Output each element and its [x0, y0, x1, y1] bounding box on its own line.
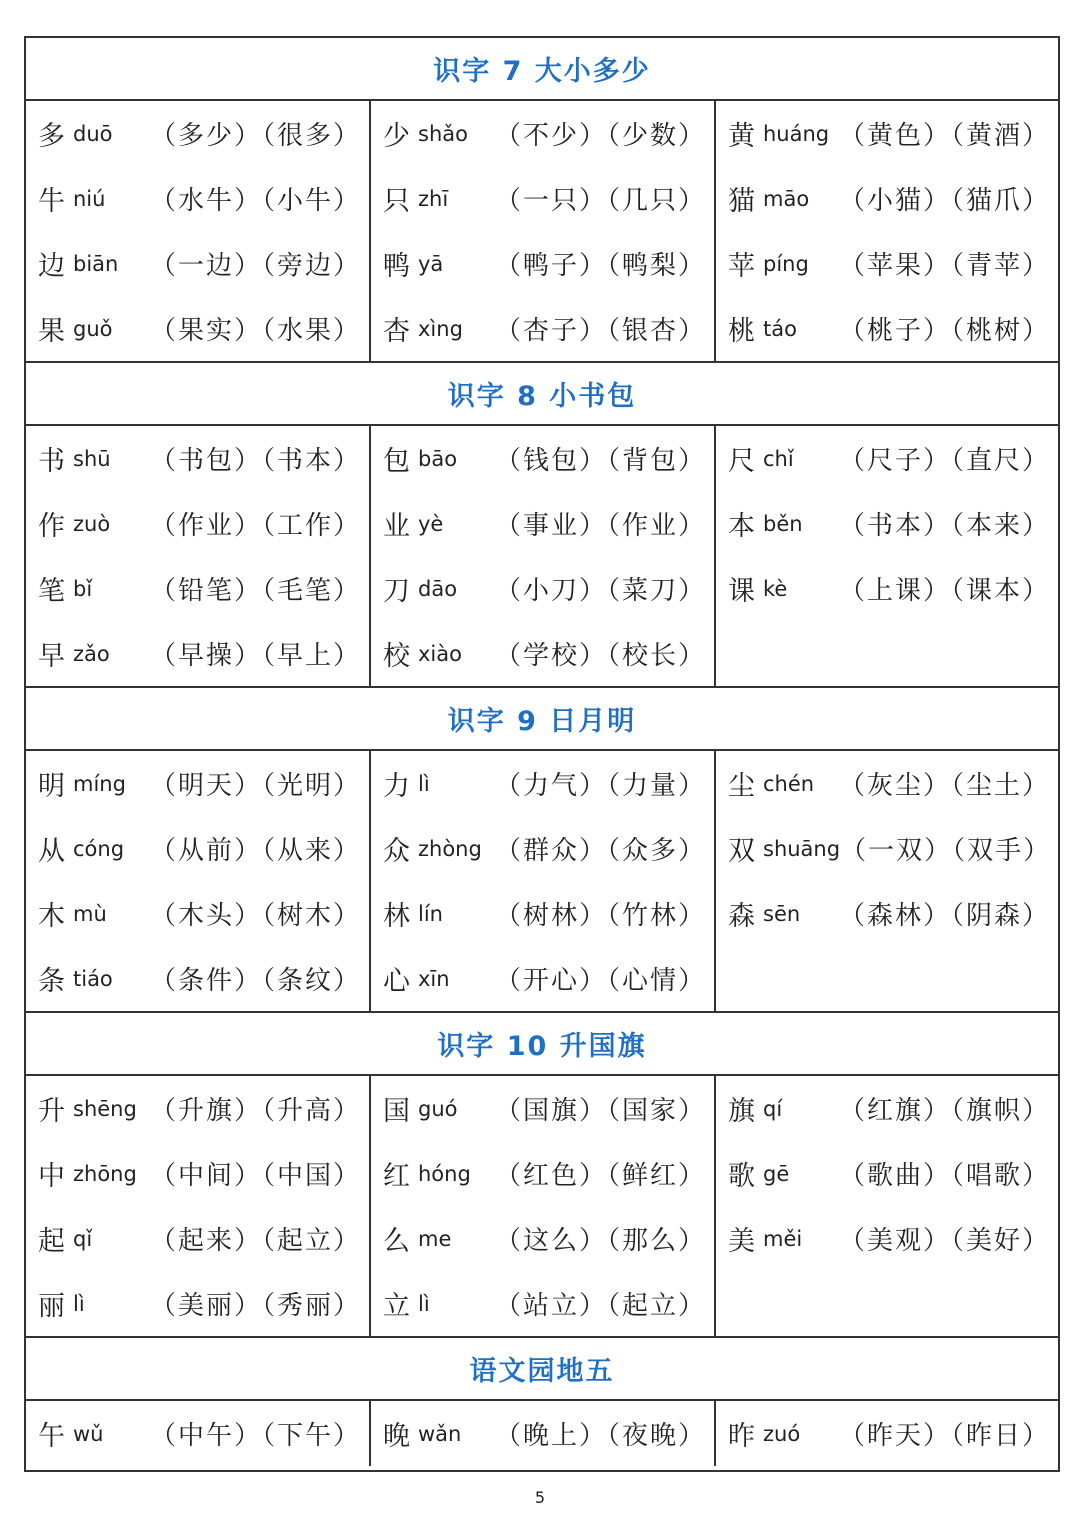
character: 笔 — [38, 576, 65, 607]
pinyin: lì — [418, 771, 430, 796]
pinyin: chén — [763, 771, 815, 796]
pinyin: zǎo — [73, 641, 110, 666]
vocab-entry — [26, 1401, 369, 1466]
character: 果 — [38, 316, 65, 347]
vocab-entry — [26, 491, 369, 556]
example-words: （条件）（条纹） — [149, 966, 361, 996]
vocab-entry — [371, 1141, 714, 1206]
pinyin: běn — [763, 511, 803, 536]
character: 歌 — [728, 1161, 755, 1192]
example-words: （力气）（力量） — [494, 771, 706, 801]
section-title-row — [26, 38, 1058, 101]
pinyin: guó — [418, 1096, 458, 1121]
section-column — [716, 101, 1058, 361]
pinyin: bǐ — [73, 576, 93, 601]
character: 昨 — [728, 1421, 755, 1452]
example-words: （美观）（美好） — [838, 1226, 1050, 1256]
character: 明 — [38, 771, 65, 802]
pinyin: dāo — [418, 576, 458, 601]
character: 国 — [383, 1096, 410, 1127]
character: 多 — [38, 121, 65, 152]
pinyin: me — [418, 1226, 452, 1251]
vocab-entry — [371, 881, 714, 946]
character: 本 — [728, 511, 755, 542]
pinyin: hóng — [418, 1161, 471, 1186]
pinyin: shēng — [73, 1096, 137, 1121]
pinyin: lì — [418, 1291, 430, 1316]
pinyin: shuāng — [763, 836, 841, 861]
pinyin: kè — [763, 576, 788, 601]
vocab-entry — [26, 1206, 369, 1271]
example-words: （铅笔）（毛笔） — [149, 576, 361, 606]
character: 立 — [383, 1291, 410, 1322]
vocab-entry — [371, 231, 714, 296]
example-words: （从前）（从来） — [149, 836, 361, 866]
vocab-entry — [371, 296, 714, 361]
character: 业 — [383, 511, 410, 542]
example-words: （晚上）（夜晚） — [494, 1421, 706, 1451]
character: 丽 — [38, 1291, 65, 1322]
vocab-entry — [716, 946, 1058, 1011]
vocab-entry — [371, 1401, 714, 1466]
example-words: （昨天）（昨日） — [838, 1421, 1050, 1451]
vocab-entry — [371, 946, 714, 1011]
example-words: （作业）（工作） — [149, 511, 361, 541]
example-words: （果实）（水果） — [149, 316, 361, 346]
vocab-entry — [716, 1076, 1058, 1141]
example-words: （开心）（心情） — [494, 966, 706, 996]
pinyin: xiào — [418, 641, 462, 666]
pinyin: qí — [763, 1096, 783, 1121]
example-words: （早操）（早上） — [149, 641, 361, 671]
example-words: （水牛）（小牛） — [149, 186, 361, 216]
example-words: （多少）（很多） — [149, 121, 361, 151]
section-title: 识字 10 升国旗 — [437, 1031, 647, 1062]
example-words: （黄色）（黄酒） — [838, 121, 1050, 151]
pinyin: yè — [418, 511, 444, 536]
vocab-entry — [716, 231, 1058, 296]
character: 鸭 — [383, 251, 410, 282]
example-words: （书包）（书本） — [149, 446, 361, 476]
character: 升 — [38, 1096, 65, 1127]
vocab-entry — [371, 426, 714, 491]
character: 么 — [383, 1226, 410, 1257]
example-words: （尺子）（直尺） — [838, 446, 1050, 476]
section-title-row — [26, 363, 1058, 426]
character: 心 — [383, 966, 410, 997]
example-words: （红色）（鲜红） — [494, 1161, 706, 1191]
example-words: （群众）（众多） — [494, 836, 706, 866]
section-title-row — [26, 1013, 1058, 1076]
example-words: （站立）（起立） — [494, 1291, 706, 1321]
vocab-entry — [716, 296, 1058, 361]
pinyin: duō — [73, 121, 113, 146]
section-column — [371, 1076, 716, 1336]
example-words: （一只）（几只） — [494, 186, 706, 216]
vocab-entry — [716, 1271, 1058, 1336]
vocab-entry — [716, 101, 1058, 166]
character: 木 — [38, 901, 65, 932]
pinyin: shǎo — [418, 121, 468, 146]
section-column — [716, 426, 1058, 686]
character: 作 — [38, 511, 65, 542]
vocab-entry — [26, 556, 369, 621]
pinyin: zhòng — [418, 836, 482, 861]
example-words: （小猫）（猫爪） — [838, 186, 1050, 216]
example-words: （一双）（双手） — [840, 836, 1052, 866]
section-title-row — [26, 1338, 1058, 1401]
pinyin: tiáo — [73, 966, 113, 991]
example-words: （钱包）（背包） — [494, 446, 706, 476]
example-words: （上课）（课本） — [838, 576, 1050, 606]
character: 午 — [38, 1421, 65, 1452]
character: 包 — [383, 446, 410, 477]
section-column — [26, 1076, 371, 1336]
section-column — [716, 751, 1058, 1011]
vocab-entry — [371, 1271, 714, 1336]
vocab-entry — [371, 166, 714, 231]
character: 起 — [38, 1226, 65, 1257]
section-column — [26, 101, 371, 361]
vocab-entry — [371, 751, 714, 816]
vocab-entry — [26, 1271, 369, 1336]
pinyin: māo — [763, 186, 810, 211]
vocab-entry — [716, 881, 1058, 946]
pinyin: biān — [73, 251, 119, 276]
character: 旗 — [728, 1096, 755, 1127]
character: 尘 — [728, 771, 755, 802]
vocab-entry — [371, 556, 714, 621]
character: 早 — [38, 641, 65, 672]
vocab-entry — [26, 296, 369, 361]
example-words: （明天）（光明） — [149, 771, 361, 801]
example-words: （美丽）（秀丽） — [149, 1291, 361, 1321]
character: 杏 — [383, 316, 410, 347]
example-words: （学校）（校长） — [494, 641, 706, 671]
example-words: （这么）（那么） — [494, 1226, 706, 1256]
section-column — [716, 1401, 1058, 1466]
pinyin: měi — [763, 1226, 803, 1251]
character: 苹 — [728, 251, 755, 282]
vocab-entry — [716, 751, 1058, 816]
vocab-entry — [716, 816, 1058, 881]
character: 边 — [38, 251, 65, 282]
pinyin: sēn — [763, 901, 801, 926]
vocab-entry — [716, 166, 1058, 231]
section-column — [26, 426, 371, 686]
page-number: 5 — [534, 1488, 546, 1507]
example-words: （中间）（中国） — [149, 1161, 361, 1191]
pinyin: huáng — [763, 121, 830, 146]
vocab-entry — [371, 1076, 714, 1141]
pinyin: xìng — [418, 316, 463, 341]
vocab-entry — [26, 946, 369, 1011]
pinyin: bāo — [418, 446, 458, 471]
vocab-entry — [371, 621, 714, 686]
example-words: （国旗）（国家） — [494, 1096, 706, 1126]
pinyin: zhōng — [73, 1161, 137, 1186]
example-words: （红旗）（旗帜） — [838, 1096, 1050, 1126]
section-column — [371, 101, 716, 361]
character: 黄 — [728, 121, 755, 152]
pinyin: lì — [73, 1291, 85, 1316]
pinyin: míng — [73, 771, 126, 796]
section-grid — [26, 101, 1058, 363]
character: 刀 — [383, 576, 410, 607]
section-column — [371, 1401, 716, 1466]
section-column — [716, 1076, 1058, 1336]
character: 只 — [383, 186, 410, 217]
example-words: （事业）（作业） — [494, 511, 706, 541]
section-title: 识字 7 大小多少 — [433, 56, 651, 87]
character: 桃 — [728, 316, 755, 347]
pinyin: wǔ — [73, 1421, 104, 1446]
character: 课 — [728, 576, 755, 607]
example-words: （杏子）（银杏） — [494, 316, 706, 346]
vocab-entry — [26, 881, 369, 946]
character: 众 — [383, 836, 410, 867]
character: 美 — [728, 1226, 755, 1257]
character: 尺 — [728, 446, 755, 477]
vocab-entry — [371, 491, 714, 556]
section-column — [26, 1401, 371, 1466]
section-title: 识字 8 小书包 — [447, 381, 637, 412]
example-words: （木头）（树木） — [149, 901, 361, 931]
vocab-entry — [26, 621, 369, 686]
character: 书 — [38, 446, 65, 477]
vocab-entry — [371, 1206, 714, 1271]
example-words: （桃子）（桃树） — [838, 316, 1050, 346]
pinyin: zuò — [73, 511, 111, 536]
example-words: （升旗）（升高） — [149, 1096, 361, 1126]
example-words: （灰尘）（尘土） — [838, 771, 1050, 801]
pinyin: zhī — [418, 186, 449, 211]
section-title: 语文园地五 — [469, 1356, 615, 1387]
example-words: （苹果）（青苹） — [838, 251, 1050, 281]
section-grid — [26, 1076, 1058, 1338]
example-words: （书本）（本来） — [838, 511, 1050, 541]
character: 校 — [383, 641, 410, 672]
character: 少 — [383, 121, 410, 152]
vocab-entry — [716, 491, 1058, 556]
vocab-entry — [716, 1206, 1058, 1271]
character: 森 — [728, 901, 755, 932]
example-words: （鸭子）（鸭梨） — [494, 251, 706, 281]
pinyin: gē — [763, 1161, 790, 1186]
section-column — [371, 426, 716, 686]
vocab-entry — [26, 751, 369, 816]
pinyin: qǐ — [73, 1226, 93, 1251]
vocab-entry — [371, 101, 714, 166]
example-words: （起来）（起立） — [149, 1226, 361, 1256]
vocab-entry — [716, 556, 1058, 621]
pinyin: niú — [73, 186, 106, 211]
character: 猫 — [728, 186, 755, 217]
pinyin: chǐ — [763, 446, 794, 471]
pinyin: lín — [418, 901, 443, 926]
vocab-entry — [716, 621, 1058, 686]
example-words: （小刀）（菜刀） — [494, 576, 706, 606]
character: 红 — [383, 1161, 410, 1192]
character: 双 — [728, 836, 755, 867]
pinyin: mù — [73, 901, 107, 926]
vocab-entry — [26, 816, 369, 881]
character: 力 — [383, 771, 410, 802]
vocab-entry — [26, 166, 369, 231]
character: 条 — [38, 966, 65, 997]
section-grid — [26, 751, 1058, 1013]
pinyin: táo — [763, 316, 797, 341]
pinyin: zuó — [763, 1421, 801, 1446]
character: 晚 — [383, 1421, 410, 1452]
character: 从 — [38, 836, 65, 867]
section-column — [371, 751, 716, 1011]
example-words: （不少）（少数） — [494, 121, 706, 151]
vocab-entry — [716, 1401, 1058, 1466]
vocab-entry — [26, 101, 369, 166]
character: 林 — [383, 901, 410, 932]
example-words: （森林）（阴森） — [838, 901, 1050, 931]
pinyin: guǒ — [73, 316, 113, 341]
pinyin: cóng — [73, 836, 125, 861]
pinyin: píng — [763, 251, 809, 276]
section-grid — [26, 426, 1058, 688]
vocab-entry — [26, 231, 369, 296]
example-words: （歌曲）（唱歌） — [838, 1161, 1050, 1191]
vocabulary-table — [24, 36, 1060, 1472]
character: 中 — [38, 1161, 65, 1192]
vocab-entry — [371, 816, 714, 881]
pinyin: xīn — [418, 966, 450, 991]
section-grid — [26, 1401, 1058, 1466]
pinyin: wǎn — [418, 1421, 462, 1446]
example-words: （树林）（竹林） — [494, 901, 706, 931]
section-title-row — [26, 688, 1058, 751]
character: 牛 — [38, 186, 65, 217]
example-words: （一边）（旁边） — [149, 251, 361, 281]
vocab-entry — [26, 1141, 369, 1206]
example-words: （中午）（下午） — [149, 1421, 361, 1451]
vocab-entry — [26, 1076, 369, 1141]
vocab-entry — [716, 1141, 1058, 1206]
vocab-entry — [716, 426, 1058, 491]
section-column — [26, 751, 371, 1011]
pinyin: shū — [73, 446, 111, 471]
vocab-entry — [26, 426, 369, 491]
pinyin: yā — [418, 251, 444, 276]
section-title: 识字 9 日月明 — [447, 706, 637, 737]
